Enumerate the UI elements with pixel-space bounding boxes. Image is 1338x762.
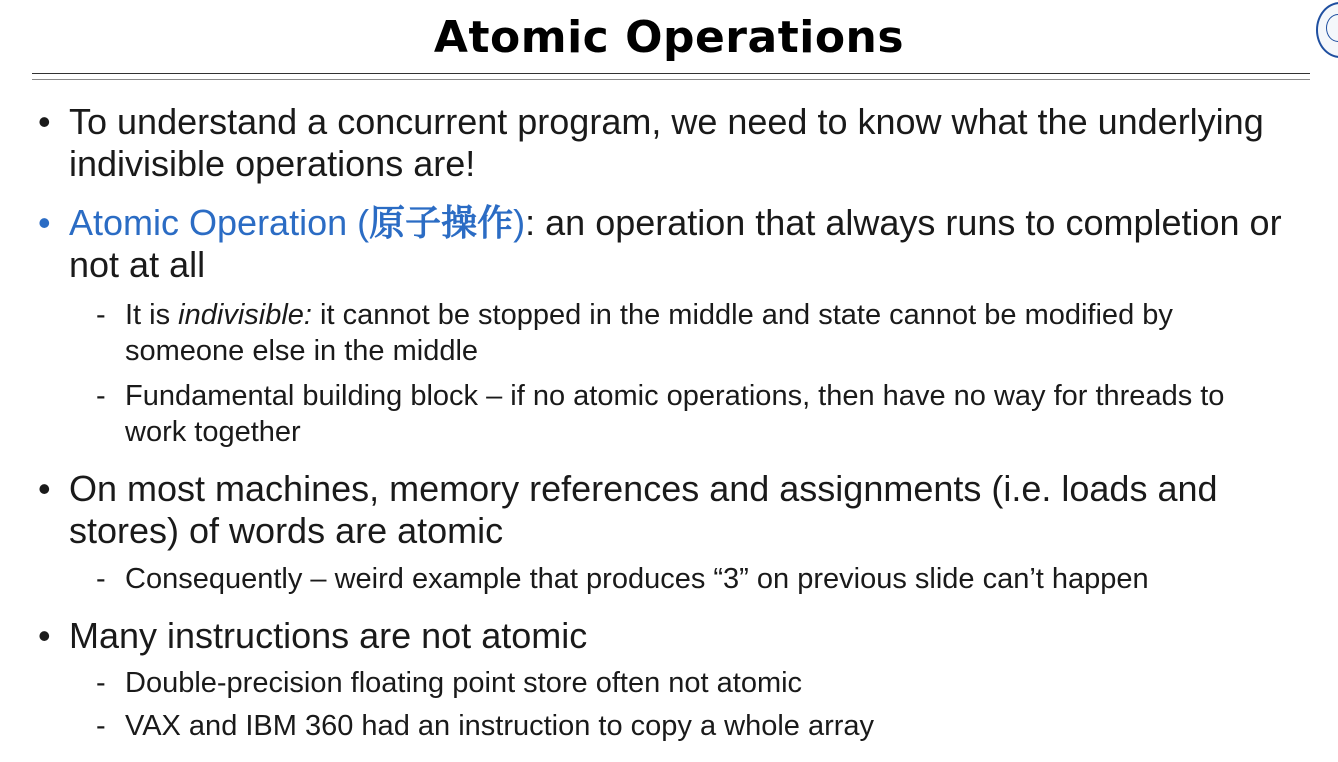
bullet-dot: • [38, 101, 51, 142]
sub-bullet-dash: - [96, 299, 106, 331]
sub-bullet-dash: - [96, 380, 106, 412]
italic-term: indivisible: [178, 299, 312, 331]
bullet-text [69, 202, 1329, 286]
sub-bullet-dash: - [96, 710, 106, 742]
sub-bullet-text: VAX and IBM 360 had an instruction to copy a whole array [125, 710, 875, 742]
bullet-text: Many instructions are not atomic [69, 615, 588, 656]
bullet-dot: • [38, 202, 51, 243]
term-highlight: Atomic Operation (原子操作) [69, 202, 526, 243]
slide-title: Atomic Operations [433, 12, 905, 63]
sub-bullet-text: Fundamental building block – if no atomic operations, then have no way for threads to work together [125, 380, 1225, 448]
sub-bullet-dash: - [96, 563, 106, 595]
term-chinese: 原子操作 [369, 202, 514, 243]
sub-bullet-text: Double-precision floating point store often not atomic [125, 667, 803, 699]
bullet-dot: • [38, 615, 51, 656]
term-definition: : an operation that always runs to completion or not at all [69, 202, 1282, 285]
bullet-text: On most machines, memory references and assignments (i.e. loads and stores) of words are atomic [69, 468, 1218, 551]
bullet-dot: • [38, 468, 51, 509]
sub-bullet-text: Consequently – weird example that produces “3” on previous slide can’t happen [125, 563, 1149, 595]
sub-bullet-text: It is indivisible: it cannot be stopped in the middle and state cannot be modified by someone else in the middle [125, 299, 1173, 367]
bullet-text: To understand a concurrent program, we need to know what the underlying indivisible operations are! [69, 101, 1264, 184]
sub-bullet-dash: - [96, 667, 106, 699]
